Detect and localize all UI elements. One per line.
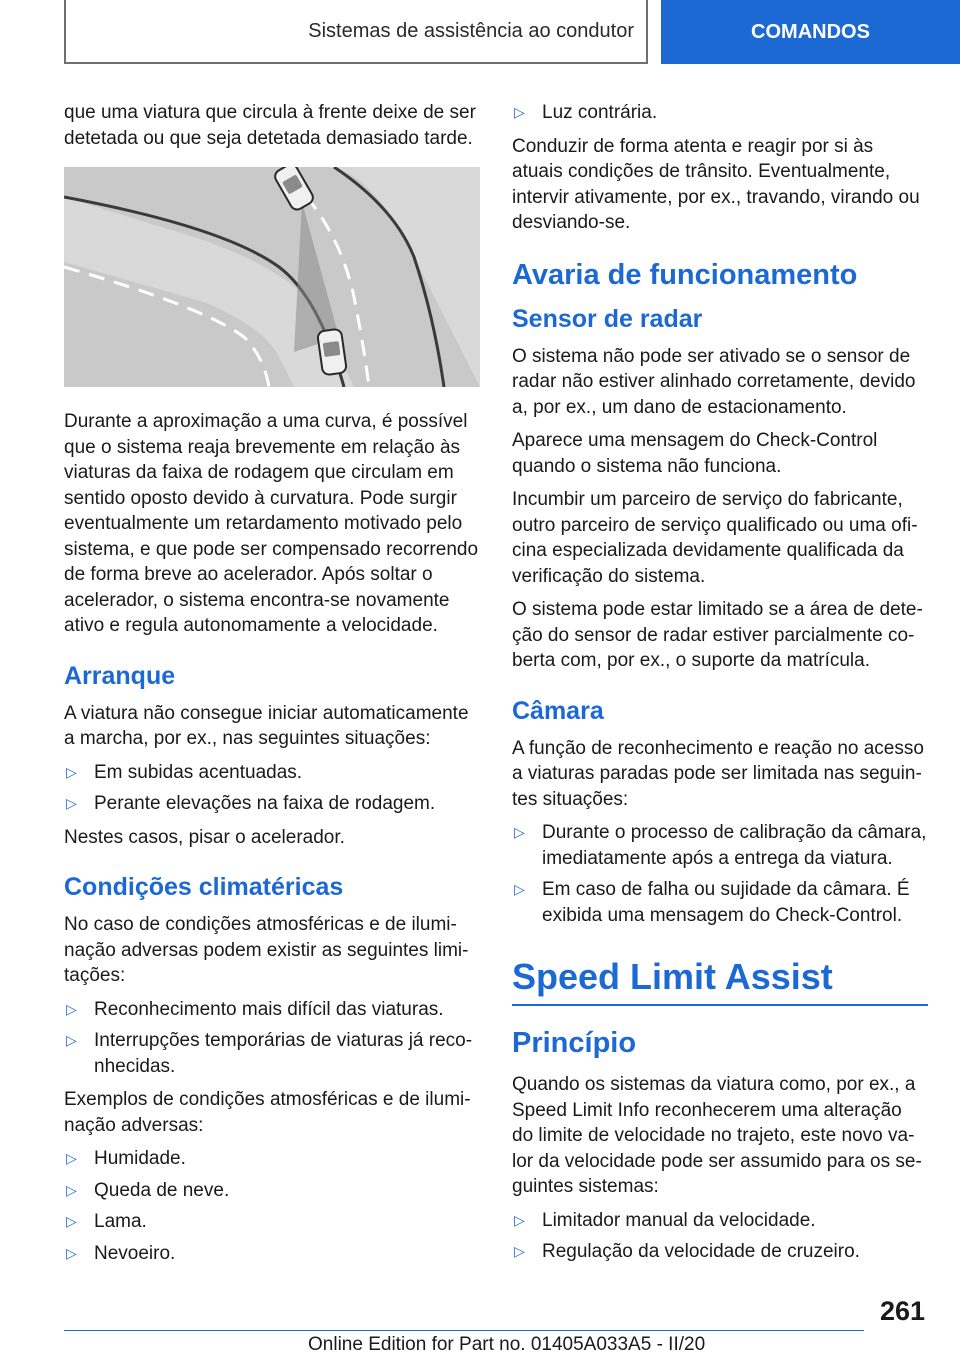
speed-limit-heading: Speed Limit Assist (512, 956, 928, 1006)
curve-paragraph: Durante a aproximação a uma curva, é possível que o sistema reaja brevemente em relação às viaturas da faixa de rodagem que circulam em sentido oposto devido à curvatura. Pode surgir eventualmente um retardamento motivado pelo sistema, e que pode ser compensado recorrendo de forma breve ao acelerador. Após soltar o acelerador, o sistema encontra-se novamente ativo e regula autonomamente a velocidade. (64, 411, 479, 636)
triangle-bullet-icon: ▷ (66, 1181, 77, 1198)
list-item: ▷ Limitador manual da velocidade. (512, 1208, 928, 1234)
radar-p2: Aparece uma mensagem do Check-Control quando o sistema não funciona. (512, 430, 878, 477)
principio-text: Quando os sistemas da viatura como, por ex., a Speed Limit Info reconhecerem uma alteração do limite de velocidade no trajeto, este novo valor da velocidade pode ser assumido para os seguintes sistemas: (512, 1074, 922, 1197)
principio-list (512, 1208, 928, 1265)
arranque-heading: Arranque (64, 661, 176, 690)
triangle-bullet-icon: ▷ (66, 1032, 77, 1048)
climaticas-text: No caso de condições atmosféricas e de iluminação adversas podem existir as seguintes limitações: (64, 914, 469, 986)
arranque-text: A viatura não consegue iniciar automaticamente a marcha, por ex., nas seguintes situações: (64, 702, 469, 749)
principio-heading: Princípio (512, 1027, 637, 1059)
radar-p3: Incumbir um parceiro de serviço do fabricante, outro parceiro de serviço qualificado ou uma oficina especializada devidamente qualificada da verificação do sistema. (512, 489, 918, 587)
examples-list (64, 1146, 480, 1266)
top-list (512, 100, 928, 126)
radar-heading: Sensor de radar (512, 304, 703, 333)
radar-p4: O sistema pode estar limitado se a área de deteção do sensor de radar estiver parcialmente coberta com, por ex., o suporte da matrícula. (512, 599, 923, 671)
list-item: ▷ Reconhecimento mais difícil das viaturas. (64, 997, 480, 1023)
footer-divider (64, 1330, 864, 1331)
triangle-bullet-icon: ▷ (66, 763, 77, 780)
triangle-bullet-icon: ▷ (514, 1211, 525, 1228)
climaticas-heading: Condições climatéricas (64, 873, 344, 901)
climaticas-list (64, 997, 480, 1080)
running-header (64, 0, 648, 64)
chapter-tab[interactable] (661, 0, 960, 64)
camara-heading: Câmara (512, 696, 604, 725)
triangle-bullet-icon: ▷ (514, 104, 525, 120)
edition-footer: Online Edition for Part no. 01405A033A5 - II/20 (308, 1334, 706, 1355)
triangle-bullet-icon: ▷ (514, 1243, 525, 1259)
triangle-bullet-icon: ▷ (66, 1150, 77, 1166)
list-item: ▷ Humidade. (64, 1146, 480, 1172)
camara-list (512, 820, 928, 928)
top-paragraph: Conduzir de forma atenta e reagir por si às atuais condições de trânsito. Eventualmente, intervir ativamente, por ex., travando, virando ou desviando-se. (512, 135, 920, 233)
intro-paragraph: que uma viatura que circula à frente deixe de ser detetada ou que seja detetada demasiado tarde. (64, 102, 476, 149)
triangle-bullet-icon: ▷ (66, 1213, 77, 1229)
list-item: ▷ Queda de neve. (64, 1178, 480, 1204)
camara-text: A função de reconhecimento e reação no acesso a viaturas paradas pode ser limitada nas seguintes situações: (512, 737, 924, 810)
examples-text: Exemplos de condições atmosféricas e de iluminação adversas: (64, 1089, 471, 1136)
arranque-after: Nestes casos, pisar o acelerador. (64, 826, 345, 848)
triangle-bullet-icon: ▷ (514, 824, 525, 840)
section-title: Sistemas de assistência ao condutor (308, 19, 634, 42)
triangle-bullet-icon: ▷ (514, 881, 525, 897)
list-item: ▷ Interrupções temporárias de viaturas já reconhecidas. (66, 1030, 473, 1077)
page-number: 261 (880, 1296, 926, 1326)
triangle-bullet-icon: ▷ (66, 1000, 77, 1017)
left-column (64, 100, 480, 1274)
list-item: ▷ Durante o processo de calibração da câmara, imediatamente após a entrega da viatura. (514, 822, 927, 869)
list-item: ▷ Lama. (64, 1209, 480, 1235)
avaria-heading: Avaria de funcionamento (512, 258, 858, 291)
list-item: ▷ Nevoeiro. (64, 1241, 480, 1267)
radar-p1: O sistema não pode ser ativado se o sensor de radar não estiver alinhado corretamente, devido a, por ex., um dano de estacionamento. (512, 345, 916, 418)
road-curve-illustration (64, 167, 480, 387)
list-item: ▷ Perante elevações na faixa de rodagem. (64, 791, 480, 817)
right-column (512, 100, 928, 1273)
list-item: ▷ Regulação da velocidade de cruzeiro. (512, 1239, 928, 1265)
list-item: ▷ Em subidas acentuadas. (64, 760, 480, 786)
list-item: ▷ Em caso de falha ou sujidade da câmara. É exibida uma mensagem do Check-Control. (514, 879, 910, 926)
chapter-tab-label: COMANDOS (751, 20, 870, 43)
triangle-bullet-icon: ▷ (66, 1244, 77, 1261)
triangle-bullet-icon: ▷ (66, 795, 77, 811)
arranque-list (64, 760, 480, 817)
list-item: ▷ Luz contrária. (512, 100, 928, 126)
